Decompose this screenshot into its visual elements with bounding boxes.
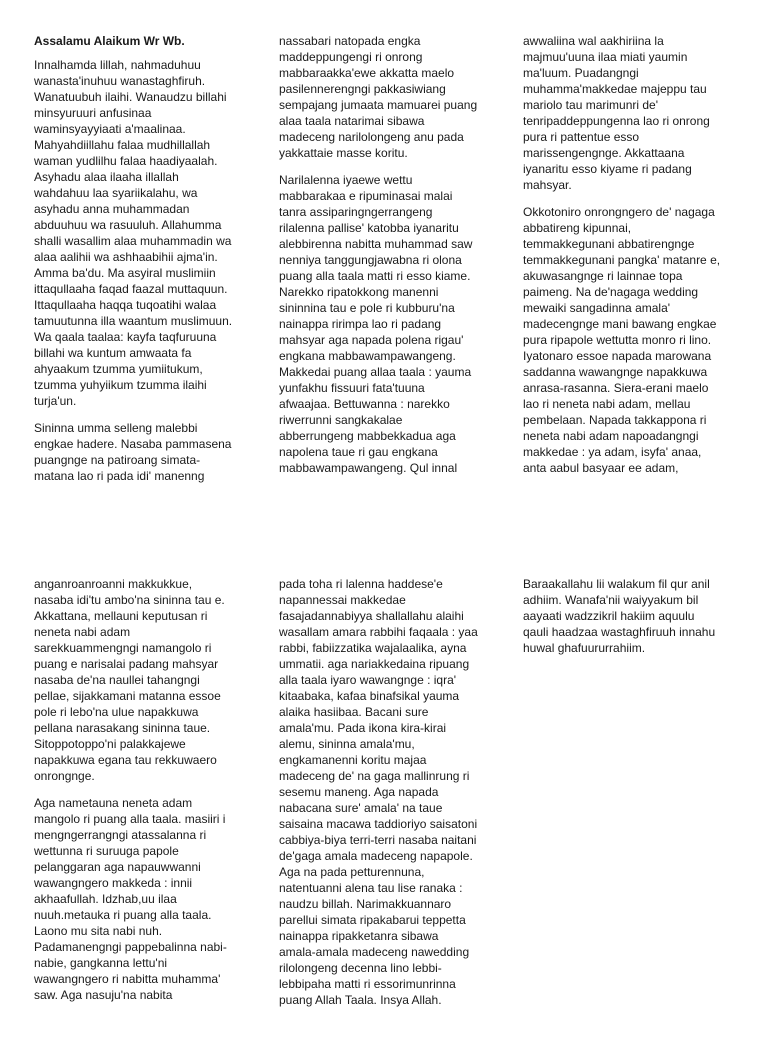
greeting-heading: Assalamu Alaikum Wr Wb. (34, 34, 185, 48)
column-3 (523, 0, 745, 553)
paragraph: Okkotoniro onrongngero de' nagaga abbatireng kipunnai, temmakkegunani abbatirengnge temmakkegunani pangka' matanre e, akuwasangnge ri lainnae topa paimeng. Na de'nagaga wedding mewaiki sangadinna amala' madecengnge mani bawang engkae pura ripapole wettutta monro ri lino. Iyatonaro essoe napada marowana saddanna wawangnge napakkuwa anrasa-rasanna. Siera-erani maelo lao ri neneta nabi adam, mellau pembelaan. Napada takkappona ri neneta nabi adam napoadangngi makkedae : ya adam, isyfa' anaa, anta aabul basyaar ee adam, (523, 205, 721, 475)
column-2 (279, 560, 501, 1040)
paragraph: Innalhamda lillah, nahmaduhuu wanasta'inuhuu wanastaghfiruh. Wanatuubuh ilaihi. Wanaudzu billahi minsyuruuri anfusinaa waminsyayyiaati a'maalinaa. Mahyahdiillahu falaa mudhillallah waman yudlilhu falaa haadiyaalah. Asyhadu alaa ilaaha illallah wahdahuu laa syariikalahu, wa asyhadu anna muhammadan abduuhuu wa rasuuluh. Allahumma shalli wasallim alaa muhammadin wa alaa aalihii wa ashhaabihii ajma'in. Amma ba'du. Ma asyiral muslimiin ittaqullaaha faqad faazal muttaquun. Ittaqullaaha haqqa tuqoatihi walaa tamuutunna illa waantum muslimuun. Wa qaala taalaa: kayfa taqfuruuna billahi wa kuntum amwaata fa ahyaakum tzumma yumiitukum, tzumma yuhyiikum tzumma ilaihi turja'un. (34, 58, 233, 408)
paragraph: Sininna umma selleng malebbi engkae hadere. Nasaba pammasena puangnge na patiroang simata- matana lao ri pada idi' manenng (34, 421, 232, 483)
page-bottom (0, 560, 768, 1024)
paragraph: nassabari natopada engka maddeppungengi ri onrong mabbaraakka'ewe akkatta maelo pasilennerengngi pakkasiwiang sempajang jumaata mamuarei puang alaa taala natarimai sibawa madeceng narilolongeng anu pada yakkattaie masse koritu. (279, 34, 478, 160)
paragraph: Narilalenna iyaewe wettu mabbarakaa e ripuminasai malai tanra assiparingngerrangeng rilalenna pallise' katobba iyanaritu alebbirenna nabitta muhammad saw nenniya tanggungjawabna ri olona puang alla taala matti ri esso kiame. Narekko ripatokkong manenni sininnina tau e pole ri kubburu'na nainappa ririmpa lao ri padang mahsyar aga napada polena rigau' engkana mabbawampawangeng. Makkedai puang allaa taala : yauma yunfakhu fissuuri fata'tuuna afwaajaa. Bettuwanna : narekko riwerrunni sangkakalae abberrungeng mabbekkadua aga napolena taue ri gau engkana mabbawampawangeng. Qul innal (279, 173, 473, 475)
paragraph: anganroanroanni makkukkue, nasaba idi'tu ambo'na sininna tau e. Akkattana, mellauni keputusan ri neneta nabi adam sarekkuammengngi namangolo ri puang e narisalai padang mahsyar nasaba de'na naullei tahangngi pellae, sijakkamani matanna essoe pole ri lebo'na ulue napakkuwa pellana narasakang sininna taue. Sitoppotoppo'ni palakkajewe napakkuwa egana tau rekkuwaero onrongnge. (34, 577, 225, 783)
column-1 (34, 0, 256, 553)
closing-paragraph: Baraakallahu lii walakum fil qur anil adhiim. Wanafa'nii waiyyakum bil aayaati wadzzikril hakiim aquulu qauli haadzaa wastaghfiruuh innahu huwal ghafuururrahiim. (523, 577, 716, 655)
paragraph: pada toha ri lalenna haddese'e napannessai makkedae fasajadannabiyya shallallahu alaihi wasallam amara rabbihi faqaala : yaa rabbi, fabiizzatika wajalaalika, ayna ummatii. aga nariakkedaina ripuang alla taala iyaro wawangnge : iqra' kitaabaka, kafaa binafsikal yauma alaika hasiibaa. Bacani sure amala'mu. Pada ikona kira-kirai alemu, sininna amala'mu, engkamanenni koritu majaa madeceng de' na gaga mallinrung ri sesemu maneng. Aga napada nabacana sure' amala' na taue saisaina macawa taddioriyo saisatoni cabbiya-biya terri-terri nasaba naitani de'gaga amala madeceng napapole. Aga na pada petturennuna, natentuanni alena tau lise ranaka : naudzu billah. Narimakkuannaro parellui simata ripakabarui teppetta nainappa ripakketanra sibawa amala-amala madeceng nawedding rilolongeng decenna lino lebbi- lebbipaha matti ri essorimunrinna puang Allah Taala. Insya Allah. (279, 577, 478, 1007)
paragraph: Aga nametauna neneta adam mangolo ri puang alla taala. masiiri i mengngerrangngi atassalanna ri wettunna ri suruuga papole pelanggaran aga napauwwanni wawangngero makkeda : innii akhaafullah. Idzhab,uu ilaa nuuh.metauka ri puang alla taala. Laono mu sita nabi nuh. Padamanengngi pappebalinna nabi- nabie, gangkanna lettu'ni wawangngero ri nabitta muhamma' saw. Aga nasuju'na nabita (34, 796, 227, 1002)
column-3 (523, 560, 745, 1040)
column-1 (34, 560, 256, 1040)
column-2 (279, 0, 501, 553)
paragraph: awwaliina wal aakhiriina la majmuu'uuna ilaa miati yaumin ma'luum. Puadangngi muhamma'makkedae majeppu tau mariolo tau marimunri de' tenripaddeppungenna lao ri onrong pura ri pattentue esso marissengengnge. Akkattaana iyanaritu esso kiyame ri padang mahsyar. (523, 34, 710, 192)
